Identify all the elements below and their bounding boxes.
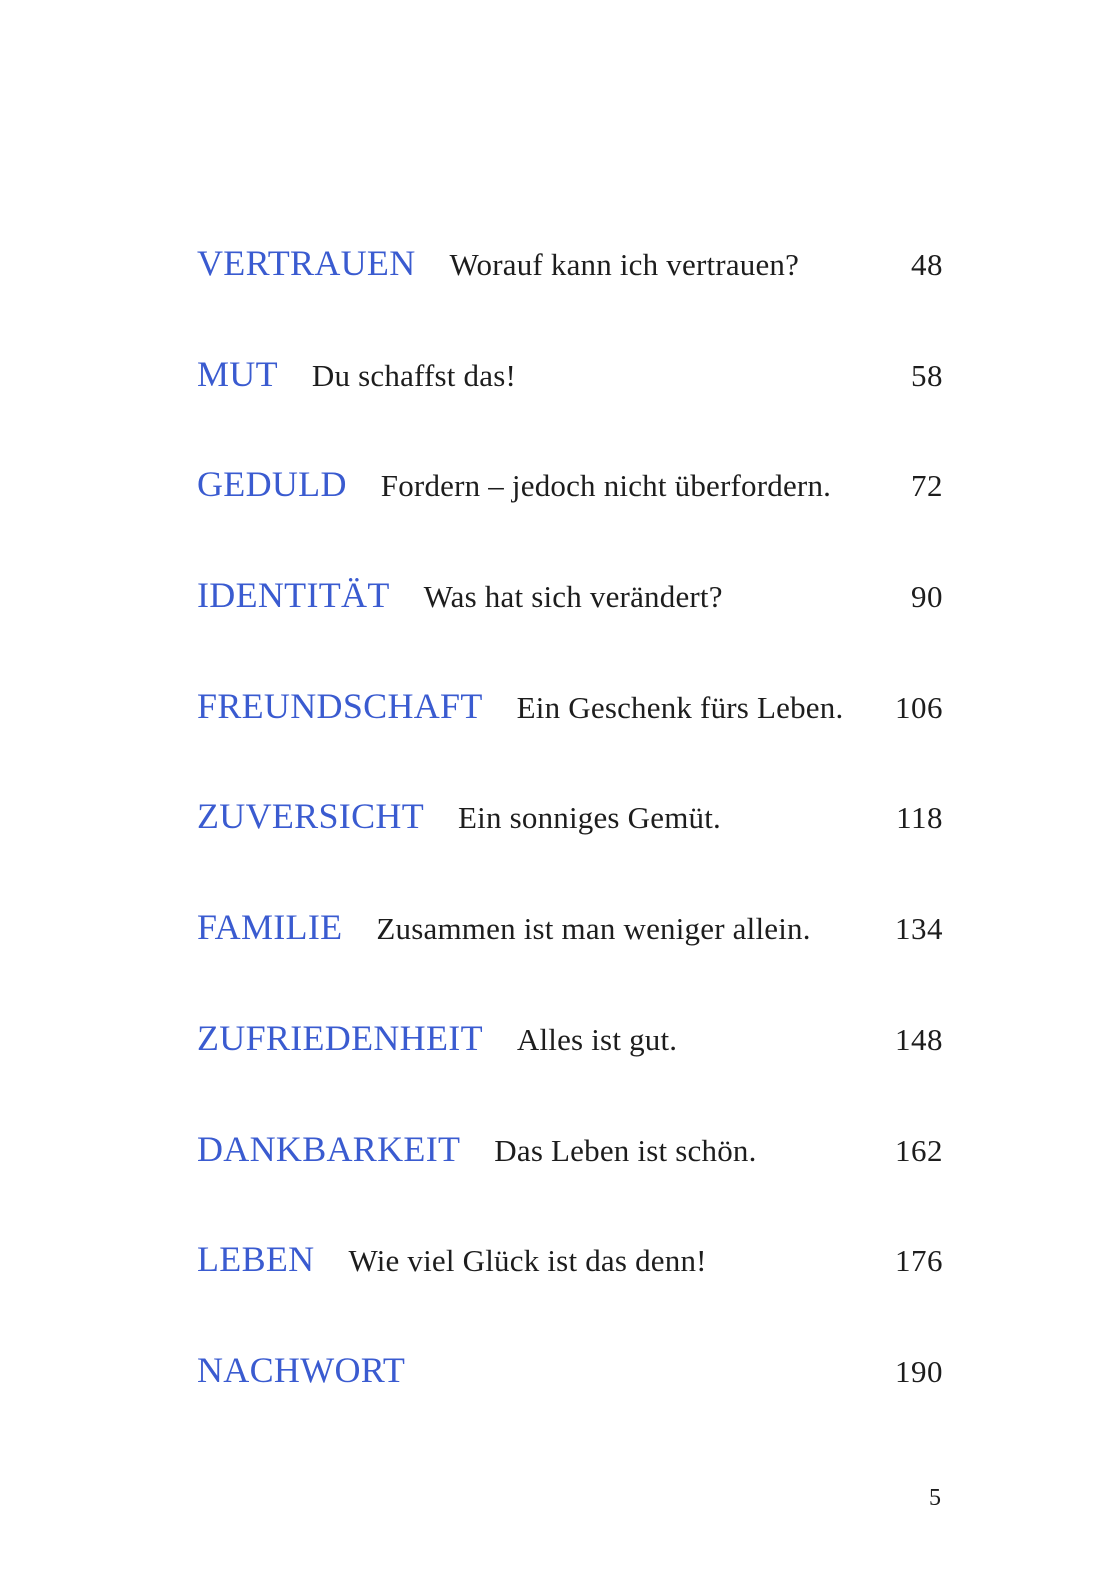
chapter-heading: FREUNDSCHAFT — [197, 685, 483, 726]
chapter-heading: MUT — [197, 353, 278, 394]
chapter-heading: DANKBARKEIT — [197, 1128, 461, 1169]
chapter-heading: LEBEN — [197, 1239, 315, 1280]
chapter-heading: VERTRAUEN — [197, 243, 416, 283]
chapter-page-number: 118 — [896, 800, 943, 836]
chapter-subtitle: Fordern – jedoch nicht überfordern. — [380, 468, 832, 504]
chapter-subtitle: Ein Geschenk fürs Leben. — [516, 689, 844, 725]
toc-entry — [197, 463, 943, 574]
chapter-page-number: 106 — [895, 689, 943, 725]
chapter-page-number: 90 — [911, 579, 943, 615]
chapter-page-number: 58 — [911, 357, 943, 393]
toc-entry — [197, 1238, 943, 1349]
page-number: 5 — [929, 1485, 941, 1511]
chapter-page-number: 176 — [895, 1243, 943, 1279]
toc-entry — [197, 1349, 943, 1460]
chapter-heading: NACHWORT — [197, 1349, 406, 1390]
chapter-heading: IDENTITÄT — [197, 575, 390, 616]
chapter-subtitle: Zusammen ist man weniger allein. — [376, 911, 811, 947]
toc-entry — [197, 795, 943, 906]
chapter-page-number: 48 — [911, 247, 943, 282]
toc-entry — [197, 1128, 943, 1239]
chapter-subtitle: Was hat sich verändert? — [423, 579, 723, 615]
toc-entry — [197, 1017, 943, 1128]
table-of-contents — [197, 242, 943, 1460]
chapter-heading: GEDULD — [197, 464, 347, 505]
chapter-page-number: 162 — [895, 1132, 943, 1168]
toc-entry — [197, 574, 943, 685]
toc-entry — [197, 242, 943, 353]
chapter-subtitle: Alles ist gut. — [516, 1021, 678, 1057]
toc-entry — [197, 353, 943, 464]
chapter-subtitle: Das Leben ist schön. — [494, 1132, 757, 1168]
chapter-subtitle: Du schaffst das! — [311, 357, 516, 393]
chapter-heading: FAMILIE — [197, 907, 343, 948]
chapter-subtitle: Ein sonniges Gemüt. — [458, 800, 721, 836]
chapter-heading: ZUVERSICHT — [197, 796, 424, 837]
chapter-page-number: 134 — [895, 911, 943, 947]
chapter-heading: ZUFRIEDENHEIT — [197, 1017, 483, 1058]
toc-entry — [197, 685, 943, 796]
chapter-page-number: 148 — [895, 1021, 943, 1057]
chapter-subtitle: Worauf kann ich vertrauen? — [449, 247, 800, 282]
chapter-page-number: 190 — [895, 1353, 943, 1389]
toc-entry — [197, 906, 943, 1017]
chapter-subtitle: Wie viel Glück ist das denn! — [348, 1243, 707, 1279]
chapter-page-number: 72 — [911, 468, 943, 504]
